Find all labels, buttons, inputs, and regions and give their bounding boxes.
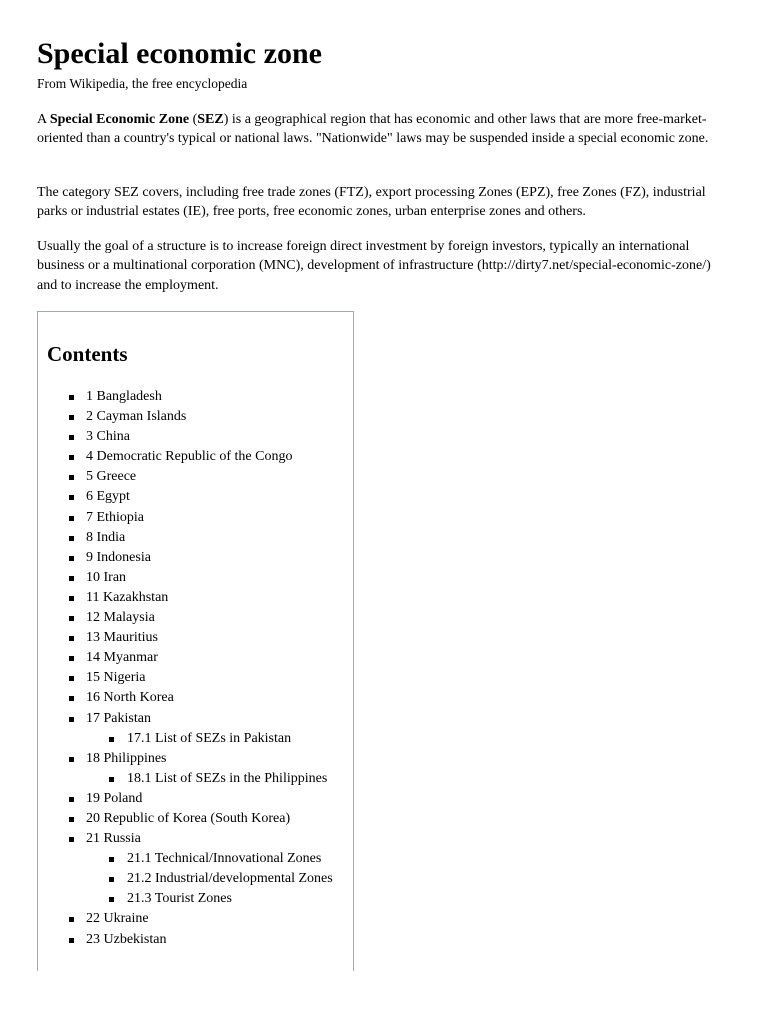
toc-item-label[interactable]: 18 Philippines [86, 750, 167, 766]
square-bullet-icon [69, 757, 74, 762]
intro-paragraph-3 [37, 237, 727, 295]
square-bullet-icon [69, 817, 74, 822]
toc-item-label[interactable]: 13 Mauritius [86, 630, 158, 646]
paragraph-text: The category SEZ covers, including free trade zones (FTZ), export processing Zones (EPZ), free Zones (FZ), industrial parks or industrial estates (IE), free ports, free economic zones, urban enterprise zones and others. [37, 185, 706, 220]
toc-item-label[interactable]: 6 Egypt [86, 489, 130, 505]
toc-item-label[interactable]: 2 Cayman Islands [86, 409, 187, 425]
toc-item-label[interactable]: 10 Iran [86, 569, 127, 585]
square-bullet-icon [69, 938, 74, 943]
square-bullet-icon [69, 717, 74, 722]
square-bullet-icon [69, 475, 74, 480]
toc-item-label[interactable]: 1 Bangladesh [86, 389, 162, 404]
square-bullet-icon [69, 395, 74, 400]
square-bullet-icon [69, 656, 74, 661]
page-subtitle: From Wikipedia, the free encyclopedia [37, 76, 248, 91]
toc-item-label[interactable]: 21.3 Tourist Zones [127, 891, 232, 907]
square-bullet-icon [69, 616, 74, 621]
square-bullet-icon [69, 596, 74, 601]
toc-item-label[interactable]: 8 India [86, 529, 126, 545]
square-bullet-icon [69, 435, 74, 440]
square-bullet-icon [69, 516, 74, 521]
square-bullet-icon [69, 536, 74, 541]
toc-item-label[interactable]: 21 Russia [86, 831, 141, 847]
toc-item-label[interactable]: 7 Ethiopia [86, 509, 144, 525]
square-bullet-icon [69, 676, 74, 681]
square-bullet-icon [69, 556, 74, 561]
square-bullet-icon [109, 737, 114, 742]
square-bullet-icon [69, 576, 74, 581]
square-bullet-icon [69, 636, 74, 641]
square-bullet-icon [69, 455, 74, 460]
intro-paragraph-1 [37, 110, 727, 149]
toc-item-label[interactable]: 21.1 Technical/Innovational Zones [127, 851, 322, 867]
toc-item-label[interactable]: 14 Myanmar [86, 650, 158, 666]
toc-item-label[interactable]: 21.2 Industrial/developmental Zones [127, 871, 333, 887]
square-bullet-icon [69, 797, 74, 802]
page-title: Special economic zone [37, 37, 322, 70]
intro-paragraph-2 [37, 183, 727, 222]
toc-item-label[interactable]: 17.1 List of SEZs in Pakistan [127, 730, 292, 746]
bold-term: Special Economic Zone [49, 112, 190, 127]
toc-item-label[interactable]: 19 Poland [86, 790, 143, 806]
toc-item-label[interactable]: 15 Nigeria [86, 670, 146, 686]
toc-item-label[interactable]: 5 Greece [86, 469, 137, 485]
toc-item-label[interactable]: 20 Republic of Korea (South Korea) [86, 810, 291, 826]
toc-item-label[interactable]: 3 China [86, 429, 130, 445]
paragraph-text: ) is a geographical region that has economic and other laws that are more free-market-oriented than a country's typical or national laws. "Nationwide" laws may be suspended inside a special economic zone. [37, 112, 709, 147]
square-bullet-icon [109, 897, 114, 902]
paragraph-text: A [37, 112, 50, 127]
toc-item-label[interactable]: 16 North Korea [86, 690, 174, 706]
toc-item-label[interactable]: 17 Pakistan [86, 710, 151, 726]
bold-term: SEZ [197, 112, 224, 127]
square-bullet-icon [109, 777, 114, 782]
paragraph-text: ( [189, 112, 198, 127]
square-bullet-icon [69, 837, 74, 842]
toc-title: Contents [47, 342, 128, 366]
square-bullet-icon [109, 877, 114, 882]
toc-item-label[interactable]: 23 Uzbekistan [86, 931, 167, 947]
toc-item-label[interactable]: 18.1 List of SEZs in the Philippines [127, 770, 328, 786]
toc-item-label[interactable]: 11 Kazakhstan [86, 589, 169, 605]
square-bullet-icon [109, 857, 114, 862]
toc-item-label[interactable]: 4 Democratic Republic of the Congo [86, 449, 293, 465]
paragraph-text: Usually the goal of a structure is to increase foreign direct investment by foreign investors, typically an international business or a multinational corporation (MNC), development of infrastructure (http://dirty7.net/special-economic-zone/) and to increase the employment. [37, 239, 711, 293]
toc-item-label[interactable]: 22 Ukraine [86, 911, 149, 927]
square-bullet-icon [69, 917, 74, 922]
square-bullet-icon [69, 696, 74, 701]
toc-item-label[interactable]: 9 Indonesia [86, 549, 151, 565]
toc-item-label[interactable]: 12 Malaysia [86, 610, 155, 626]
table-of-contents [37, 311, 354, 971]
square-bullet-icon [69, 415, 74, 420]
square-bullet-icon [69, 495, 74, 500]
